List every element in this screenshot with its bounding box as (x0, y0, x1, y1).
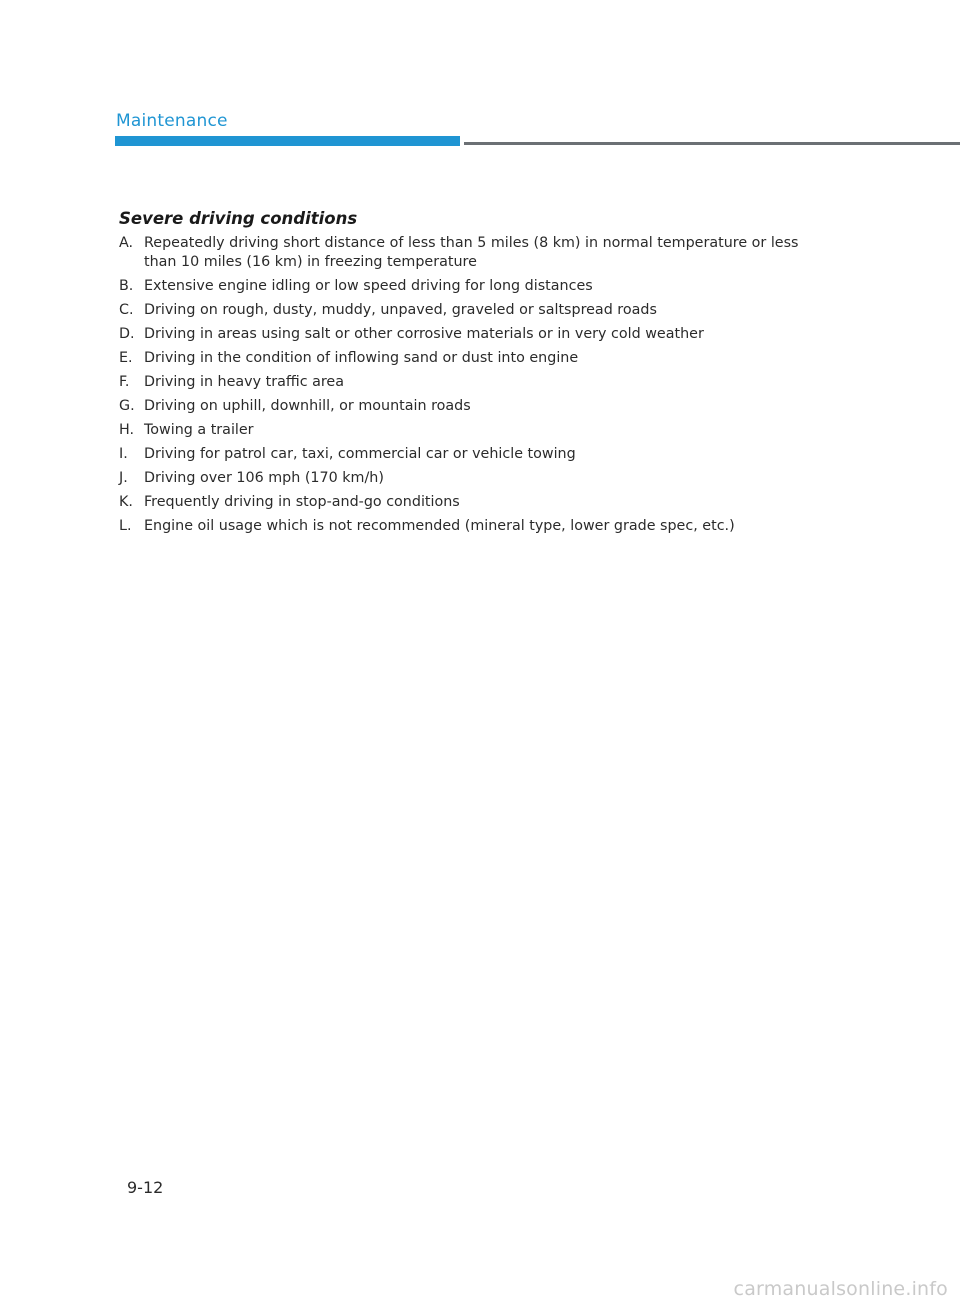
list-item (119, 493, 809, 512)
watermark: carmanualsonline.info (733, 1278, 948, 1300)
list-item (119, 301, 809, 320)
item-text: Driving in areas using salt or other corrosive materials or in very cold weather (144, 326, 704, 342)
item-letter: A. (119, 235, 134, 251)
section-heading: Severe driving conditions (119, 209, 358, 228)
list-item (119, 234, 809, 272)
item-text: Driving on uphill, downhill, or mountain roads (144, 398, 471, 414)
item-text: Driving on rough, dusty, muddy, unpaved, graveled or saltspread roads (144, 302, 657, 318)
list-item (119, 277, 809, 296)
item-letter: I. (119, 446, 128, 462)
list-item (119, 397, 809, 416)
item-text: Towing a trailer (144, 422, 254, 438)
list-item (119, 445, 809, 464)
header-rule (464, 142, 960, 145)
item-text: Repeatedly driving short distance of less than 5 miles (8 km) in normal temperature or less than 10 miles (16 km) in freezing temperature (144, 235, 799, 270)
item-text: Extensive engine idling or low speed driving for long distances (144, 278, 593, 294)
main-content (119, 207, 809, 541)
item-letter: L. (119, 518, 132, 534)
section-label: Maintenance (116, 111, 228, 131)
item-text: Engine oil usage which is not recommended (mineral type, lower grade spec, etc.) (144, 518, 735, 534)
item-letter: F. (119, 374, 130, 390)
item-letter: G. (119, 398, 135, 414)
item-text: Frequently driving in stop-and-go conditions (144, 494, 460, 510)
item-letter: D. (119, 326, 135, 342)
item-text: Driving for patrol car, taxi, commercial car or vehicle towing (144, 446, 576, 462)
list-item (119, 349, 809, 368)
header-accent-bar (115, 136, 460, 146)
item-letter: B. (119, 278, 134, 294)
page-number: 9-12 (127, 1178, 164, 1197)
list-item (119, 469, 809, 488)
item-text: Driving in heavy traffic area (144, 374, 344, 390)
list-item (119, 325, 809, 344)
list-item (119, 421, 809, 440)
item-letter: H. (119, 422, 135, 438)
item-text: Driving in the condition of inflowing sand or dust into engine (144, 350, 579, 366)
item-letter: J. (119, 470, 128, 486)
list-item (119, 517, 809, 536)
item-text: Driving over 106 mph (170 km/h) (144, 470, 384, 486)
item-letter: C. (119, 302, 134, 318)
item-letter: E. (119, 350, 133, 366)
list-item (119, 373, 809, 392)
item-letter: K. (119, 494, 133, 510)
conditions-list (119, 234, 809, 536)
